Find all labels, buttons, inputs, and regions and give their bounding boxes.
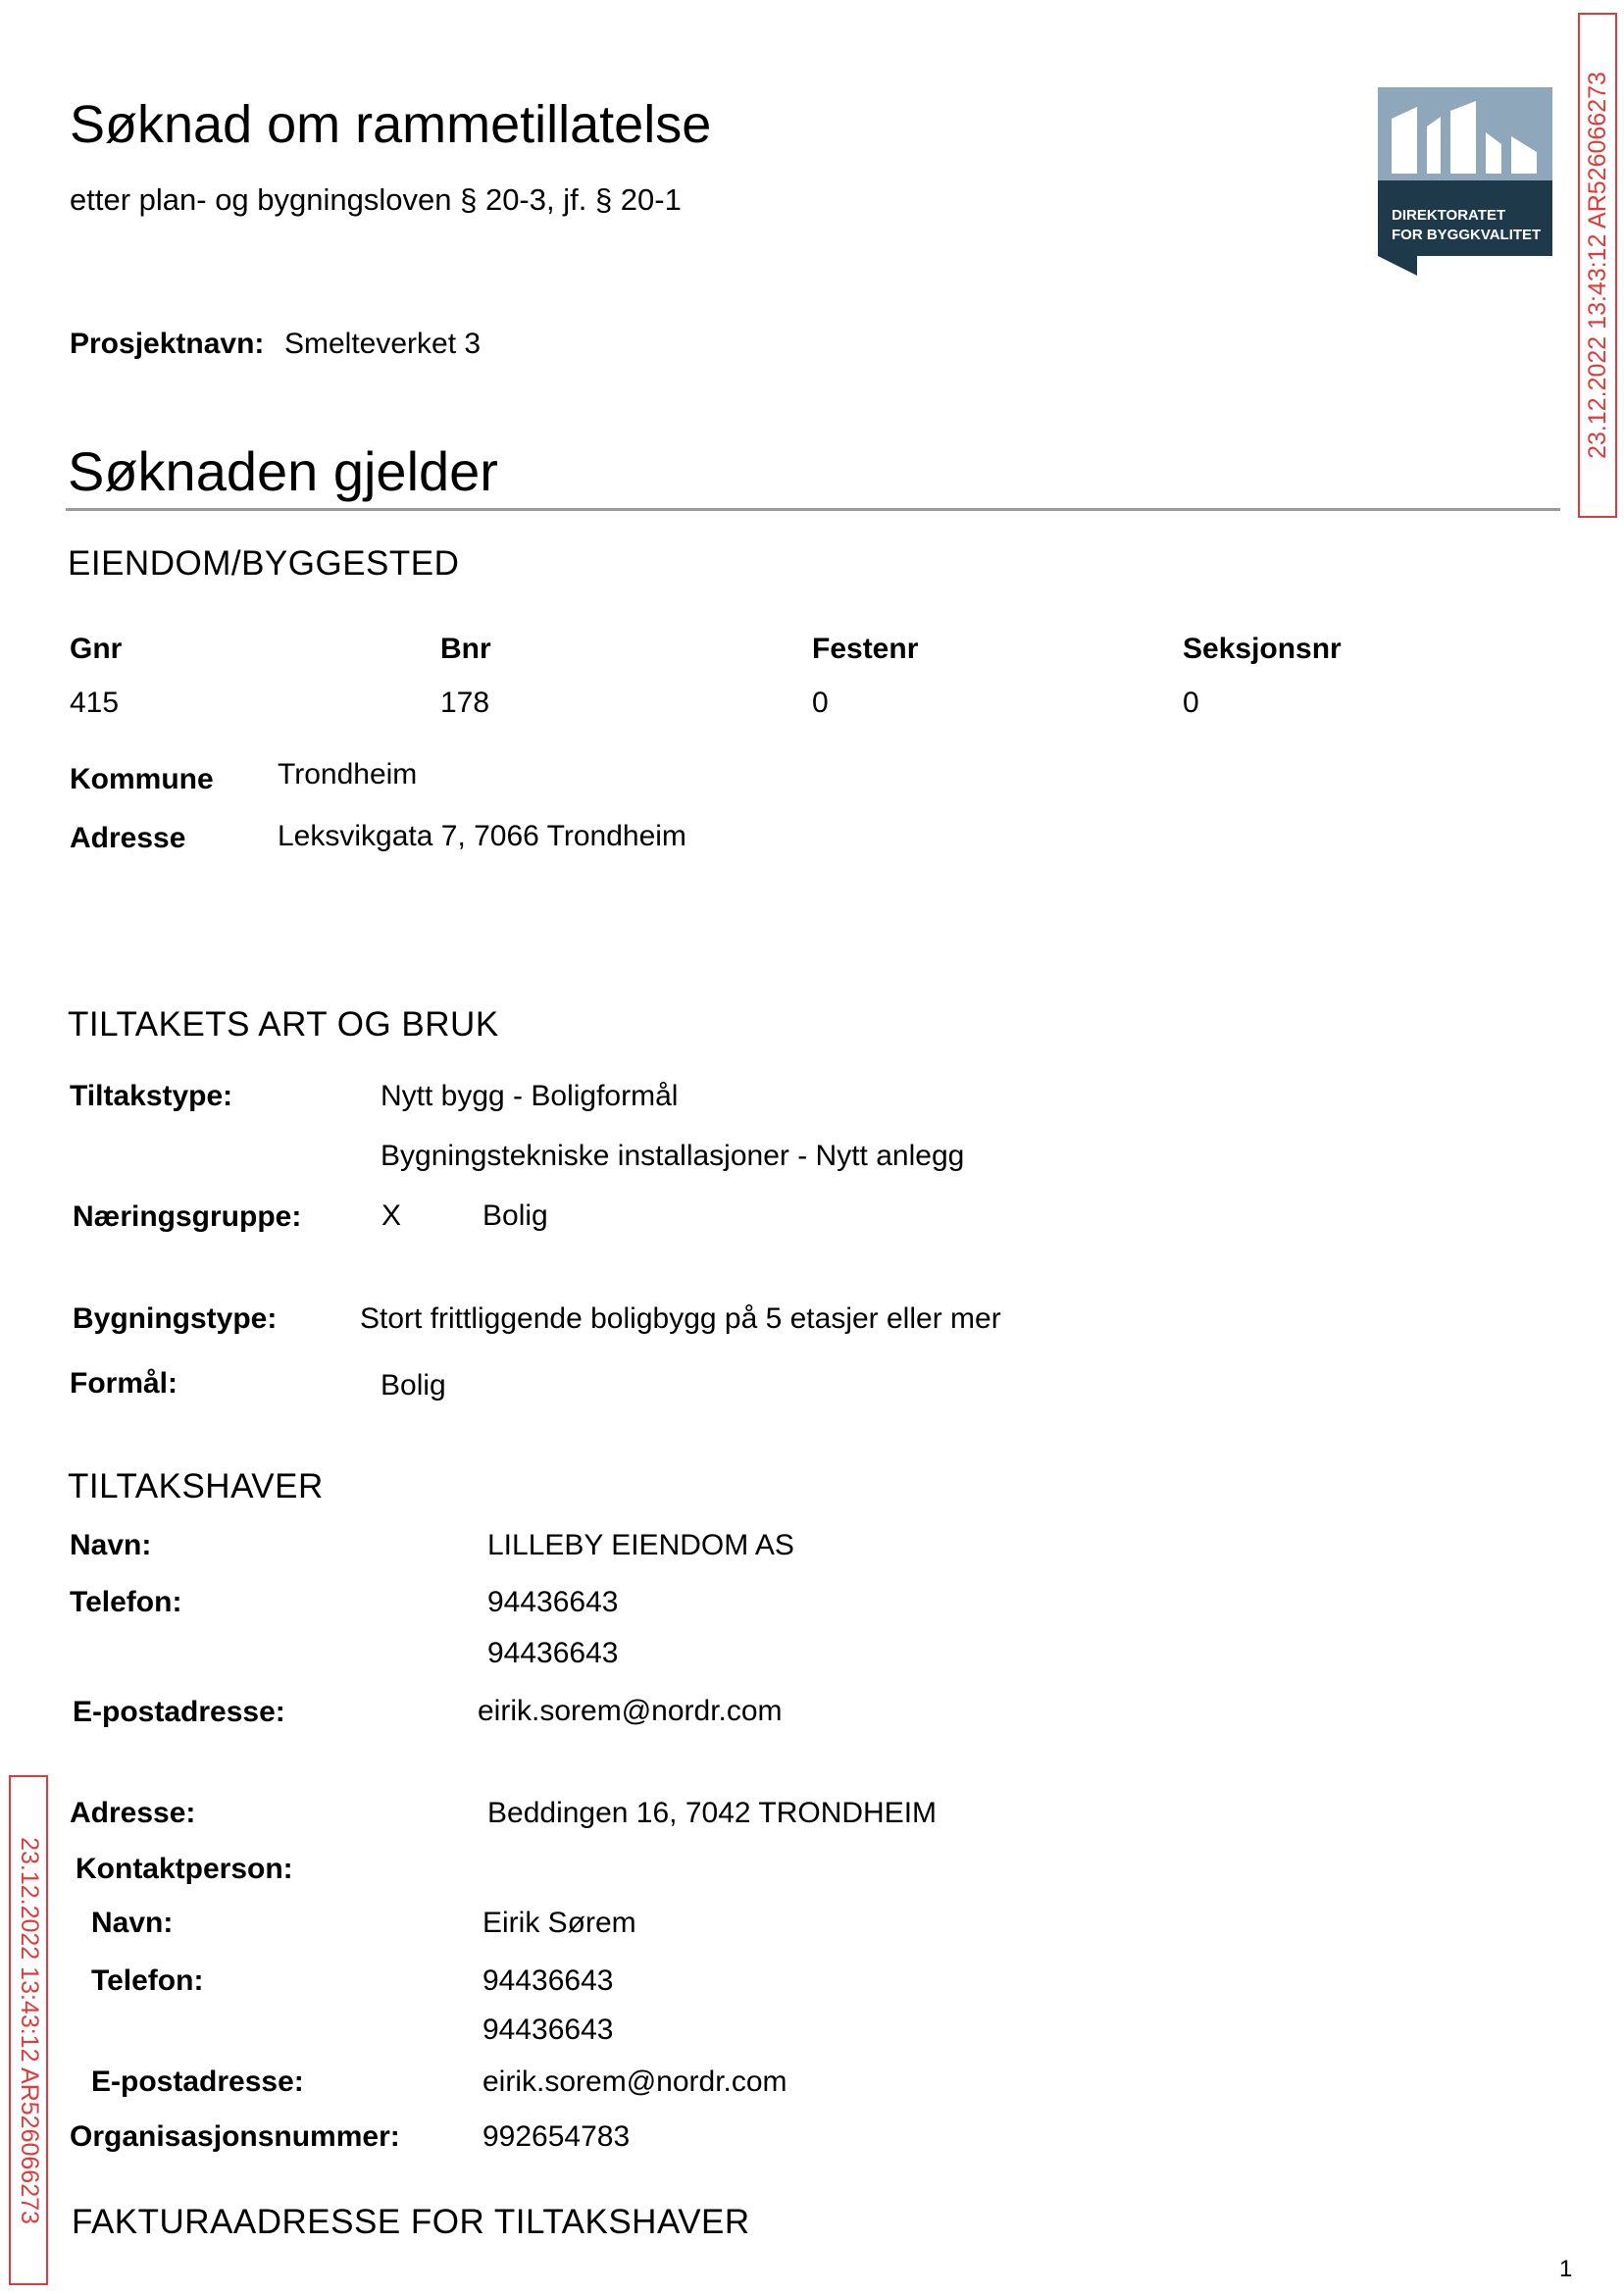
stamp-text: 23.12.2022 13:43:12 AR526066273 [1583, 72, 1611, 459]
kontaktperson-label: Kontaktperson: [76, 1853, 293, 1885]
gnr-value: 415 [70, 687, 120, 719]
document-subtitle: etter plan- og bygningsloven § 20-3, jf. § 20-1 [70, 182, 682, 217]
bygningstype-label: Bygningstype: [73, 1302, 278, 1335]
receipt-stamp-right [1578, 13, 1617, 518]
bygningstype-value: Stort frittliggende boligbygg på 5 etasjer eller mer [360, 1302, 1001, 1335]
tiltakshaver-navn-label: Navn: [70, 1529, 152, 1561]
adresse-label: Adresse [70, 822, 186, 854]
naeringsgruppe-code: X [381, 1199, 402, 1232]
tiltakstype-value-1: Nytt bygg - Boligformål [381, 1080, 679, 1112]
festenr-value: 0 [812, 687, 829, 719]
stamp-text: 23.12.2022 13:43:12 AR526066273 [15, 1836, 43, 2224]
project-value: Smelteverket 3 [284, 328, 482, 360]
tiltakshaver-telefon-value-1: 94436643 [487, 1586, 619, 1618]
adresse-value: Leksvikgata 7, 7066 Trondheim [278, 820, 686, 852]
receipt-stamp-left [9, 1775, 48, 2285]
tiltakshaver-adresse-label: Adresse: [70, 1797, 196, 1829]
tiltakshaver-epost-value: eirik.sorem@nordr.com [478, 1695, 783, 1727]
logo-line1: DIREKTORATET [1392, 207, 1506, 224]
kommune-label: Kommune [70, 763, 214, 795]
tiltakshaver-adresse-value: Beddingen 16, 7042 TRONDHEIM [487, 1797, 938, 1829]
kommune-value: Trondheim [278, 758, 418, 790]
kontakt-epost-label: E-postadresse: [91, 2065, 304, 2098]
kontakt-epost-value: eirik.sorem@nordr.com [482, 2065, 787, 2098]
kontakt-telefon-value-1: 94436643 [482, 1964, 614, 1997]
project-label: Prosjektnavn: [70, 328, 265, 360]
orgnr-label: Organisasjonsnummer: [70, 2120, 400, 2153]
kontakt-telefon-label: Telefon: [91, 1964, 204, 1997]
tiltakstype-label: Tiltakstype: [70, 1080, 233, 1112]
eiendom-heading: EIENDOM/BYGGESTED [68, 544, 460, 583]
faktura-heading: FAKTURAADRESSE FOR TILTAKSHAVER [72, 2203, 750, 2241]
seksjonsnr-header: Seksjonsnr [1183, 633, 1342, 665]
bnr-header: Bnr [440, 633, 491, 665]
kontakt-navn-label: Navn: [91, 1907, 174, 1939]
direktoratet-logo [1378, 87, 1552, 276]
page-number: 1 [1559, 2256, 1573, 2282]
document-title: Søknad om rammetillatelse [70, 95, 712, 154]
formal-label: Formål: [70, 1367, 178, 1400]
naeringsgruppe-label: Næringsgruppe: [73, 1200, 302, 1233]
festenr-header: Festenr [812, 633, 919, 665]
section-divider [66, 508, 1560, 511]
orgnr-value: 992654783 [482, 2120, 631, 2153]
bnr-value: 178 [440, 687, 490, 719]
seksjonsnr-value: 0 [1183, 687, 1199, 719]
section-title: Søknaden gjelder [68, 440, 498, 502]
gnr-header: Gnr [70, 633, 123, 665]
kontakt-telefon-value-2: 94436643 [482, 2014, 614, 2046]
tiltakshaver-navn-value: LILLEBY EIENDOM AS [487, 1529, 794, 1561]
formal-value: Bolig [381, 1369, 446, 1402]
naeringsgruppe-value: Bolig [482, 1199, 548, 1232]
tiltak-heading: TILTAKETS ART OG BRUK [68, 1005, 499, 1044]
tiltakshaver-telefon-value-2: 94436643 [487, 1637, 619, 1669]
tiltakstype-value-2: Bygningstekniske installasjoner - Nytt anlegg [381, 1140, 965, 1172]
tiltakshaver-epost-label: E-postadresse: [73, 1696, 285, 1728]
tiltakshaver-telefon-label: Telefon: [70, 1586, 182, 1618]
logo-line2: FOR BYGGKVALITET [1392, 227, 1542, 243]
kontakt-navn-value: Eirik Sørem [482, 1907, 636, 1939]
tiltakshaver-heading: TILTAKSHAVER [68, 1467, 324, 1505]
